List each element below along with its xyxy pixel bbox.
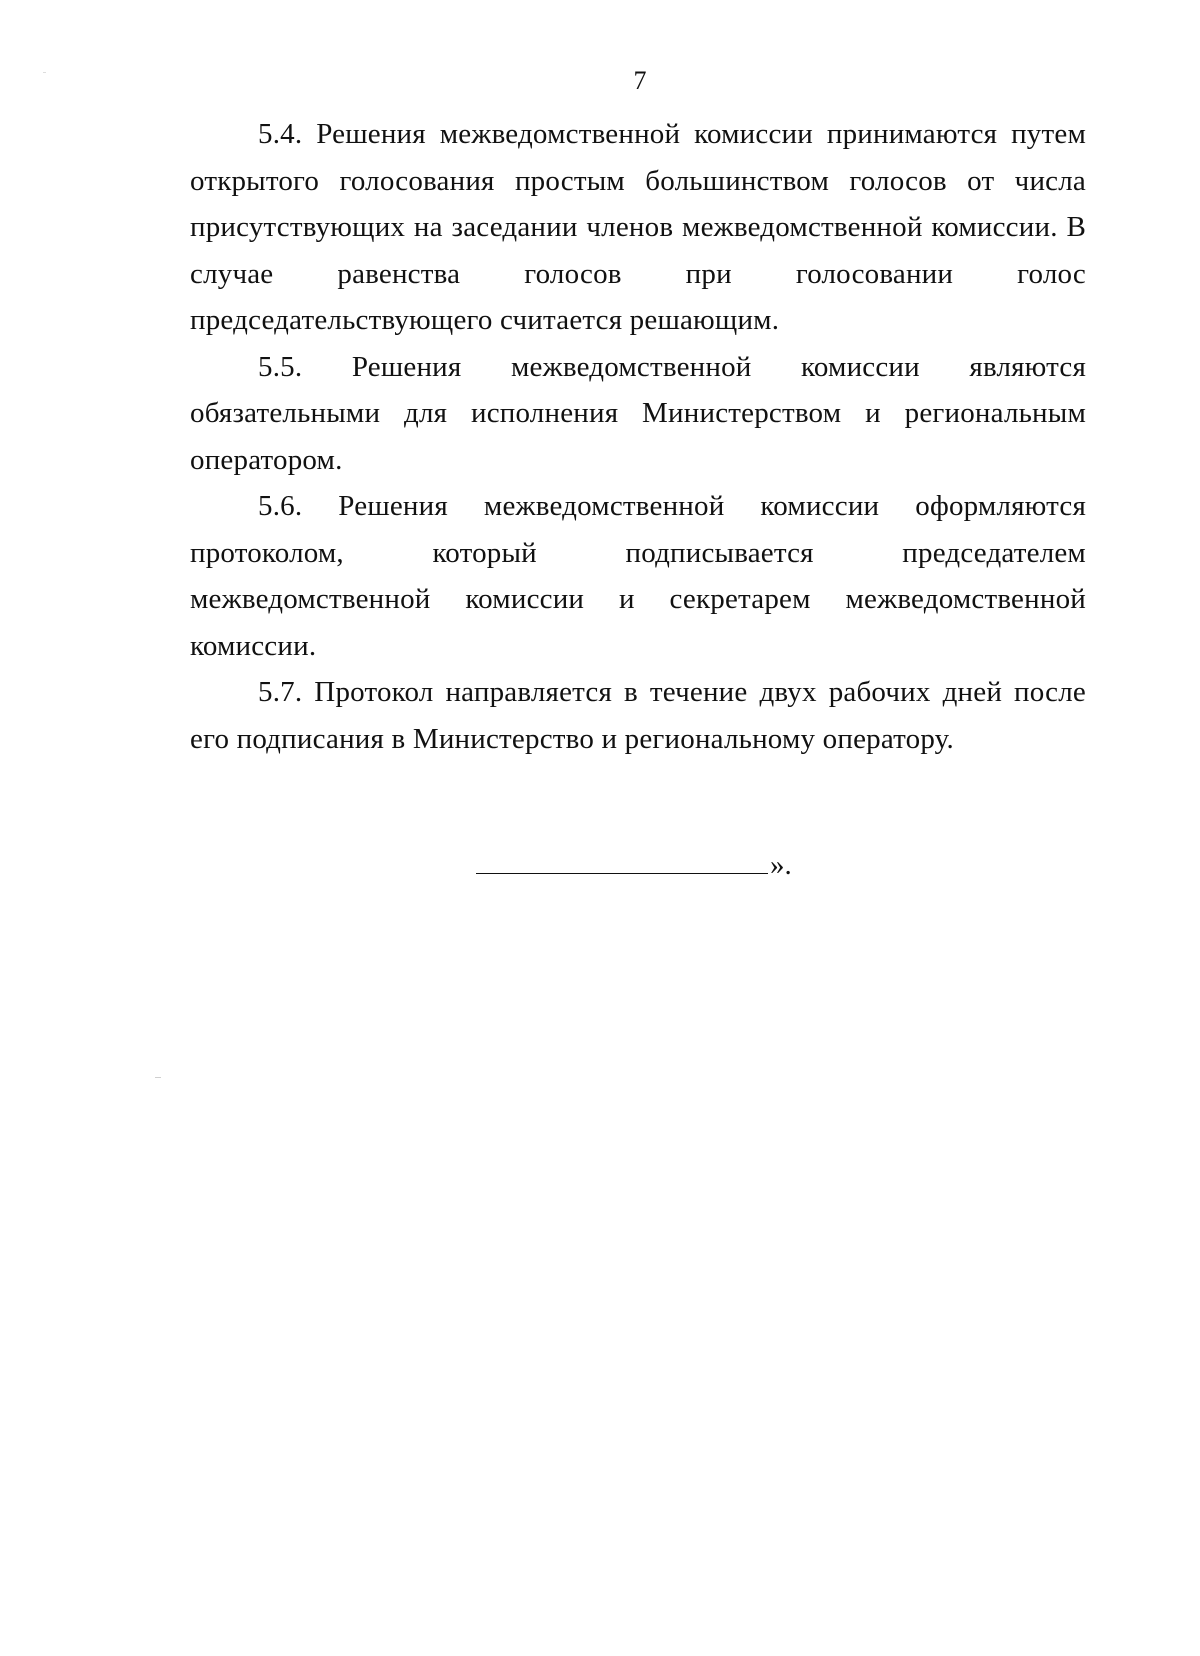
scan-artifact-margin xyxy=(155,1077,161,1078)
closing-rule xyxy=(476,873,768,874)
paragraph-5-5: 5.5. Решения межведомственной комиссии являются обязательными для исполнения Министерством и региональным оператором. xyxy=(190,350,1086,476)
paragraph-5-7: 5.7. Протокол направляется в течение двух рабочих дней после его подписания в Министерство и региональному оператору. xyxy=(190,676,1086,755)
closing-quote-mark: ». xyxy=(770,849,792,881)
paragraph-5-6: 5.6. Решения межведомственной комиссии оформляются протоколом, который подписывается председателем межведомственной комиссии и секретарем межведомственной комиссии. xyxy=(190,490,1086,662)
closing-line xyxy=(476,848,792,882)
document-body xyxy=(190,111,1086,762)
page-number: 7 xyxy=(633,66,647,95)
paragraph-5-4: 5.4. Решения межведомственной комиссии принимаются путем открытого голосования простым большинством голосов от числа присутствующих на заседании членов межведомственной комиссии. В случае равенства голосов при голосовании голос председательствующего считается решающим. xyxy=(190,118,1086,336)
